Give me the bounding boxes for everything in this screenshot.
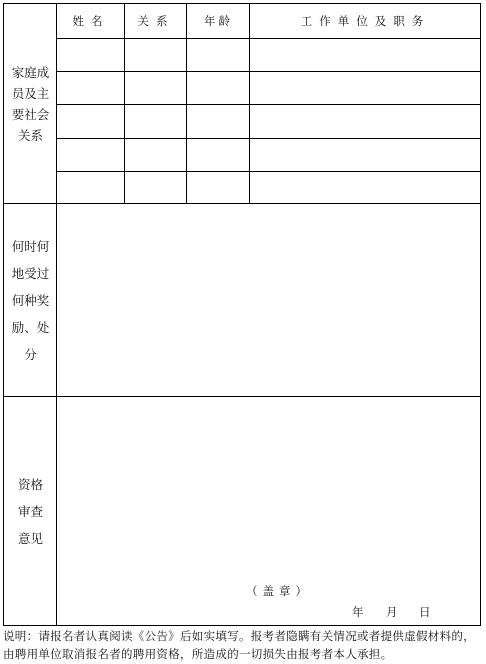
border-right [480, 3, 481, 626]
date-month: 月 [386, 605, 398, 619]
section-label-awards [3, 203, 58, 397]
family-table-body[interactable] [57, 39, 480, 203]
review-input-area[interactable] [57, 397, 480, 577]
header-relation: 关系 [137, 13, 175, 28]
border-bottom [3, 625, 481, 626]
header-work-unit: 工作单位及职务 [300, 13, 431, 28]
instructions-note: 说明：请报名者认真阅读《公告》后如实填写。报考者隐瞒有关情况或者提供虚假材料的，由聘用单位取消报名者的聘用资格，所造成的一切损失由报考者本人承担。 [3, 629, 475, 661]
header-name: 姓名 [72, 13, 110, 28]
seal-label: （盖章） [246, 584, 312, 598]
section-label-family [3, 3, 58, 204]
date-year: 年 [352, 605, 364, 619]
date-day: 日 [419, 605, 431, 619]
section-label-review [3, 396, 58, 626]
awards-label-text: 何时何地受过何种奖励、处分 [11, 238, 50, 362]
review-label-text: 资格审查意见 [17, 476, 43, 546]
header-age: 年龄 [204, 13, 233, 28]
family-label-text: 家庭成员及主要社会关系 [11, 64, 50, 143]
awards-input-area[interactable] [57, 204, 480, 396]
